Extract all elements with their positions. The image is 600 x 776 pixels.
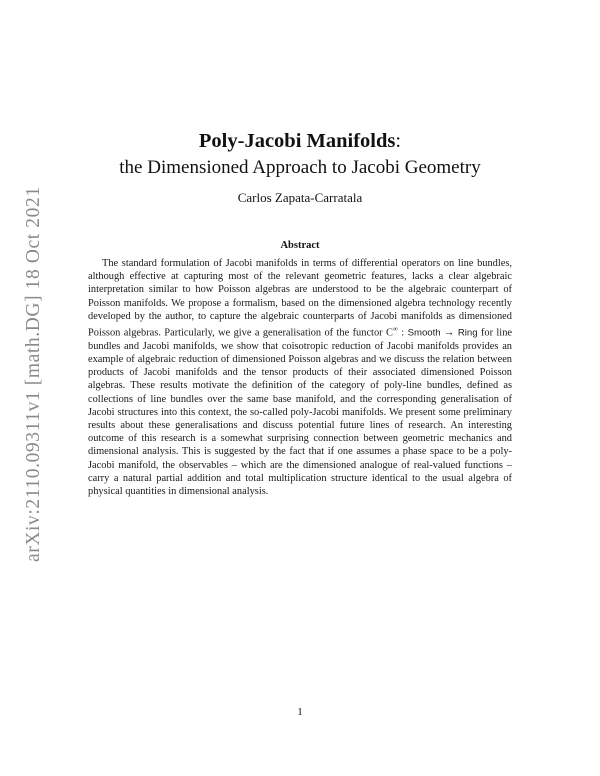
paper-subtitle: the Dimensioned Approach to Jacobi Geometry (119, 157, 481, 178)
abstract-heading: Abstract (280, 240, 320, 251)
abstract-text-part2: : (397, 327, 408, 339)
arxiv-identifier-stamp: arXiv:2110.09311v1 [math.DG] 18 Oct 2021 (23, 186, 44, 562)
paper-title-colon: : (395, 130, 402, 152)
abstract-superscript-infinity: ∞ (392, 325, 398, 334)
paper-title-bold: Poly-Jacobi Manifolds (198, 130, 396, 152)
abstract-text-part3: for line bundles and Jacobi manifolds, we show that coisotropic reduction of Jacobi manifolds provides an example of algebraic reduction of dimensioned Poisson algebras and we discuss the relation between products of Jacobi manifolds and the tensor products of their associated dimensioned Poisson algebras. These results motivate the definition of the category of poly-line bundles, defined as collections of line bundles over the same base manifold, and the corresponding generalisation of Jacobi structures into this context, the so-called poly-Jacobi manifolds. We present some preliminary results about these generalisations and discuss potential future lines of research. An interesting outcome of this research is a somewhat surprising connection between geometric mechanics and dimensional analysis. This is suggested by the fact that if one assumes a phase space to be a poly-Jacobi manifold, the observables – which are the dimensioned analogue of real-valued functions – carry a natural partial addition and total multiplication structure identical to the usual algebra of physical quantities in dimensional analysis. (88, 327, 512, 497)
author-name: Carlos Zapata-Carratala (237, 190, 363, 205)
abstract-body (88, 257, 512, 498)
functor-source-category: Smooth (407, 327, 441, 339)
abstract-text-part1: The standard formulation of Jacobi manifolds in terms of differential operators on line bundles, although effective at capturing most of the relevant geometric features, lacks a clear algebraic interpretation similar to how Poisson algebras are understood to be the algebraic counterpart of Poisson manifolds. We propose a formalism, based on the dimensioned algebra technology recently developed by the author, to capture the algebraic counterparts of Jacobi manifolds as dimensioned Poisson algebras. Particularly, we give a generalisation of the functor C (88, 258, 512, 339)
paper-title-block (90, 128, 510, 181)
functor-target-category: Ring (457, 327, 478, 339)
functor-arrow: → (440, 327, 458, 339)
page-number: 1 (297, 706, 303, 718)
paper-title (90, 128, 510, 154)
